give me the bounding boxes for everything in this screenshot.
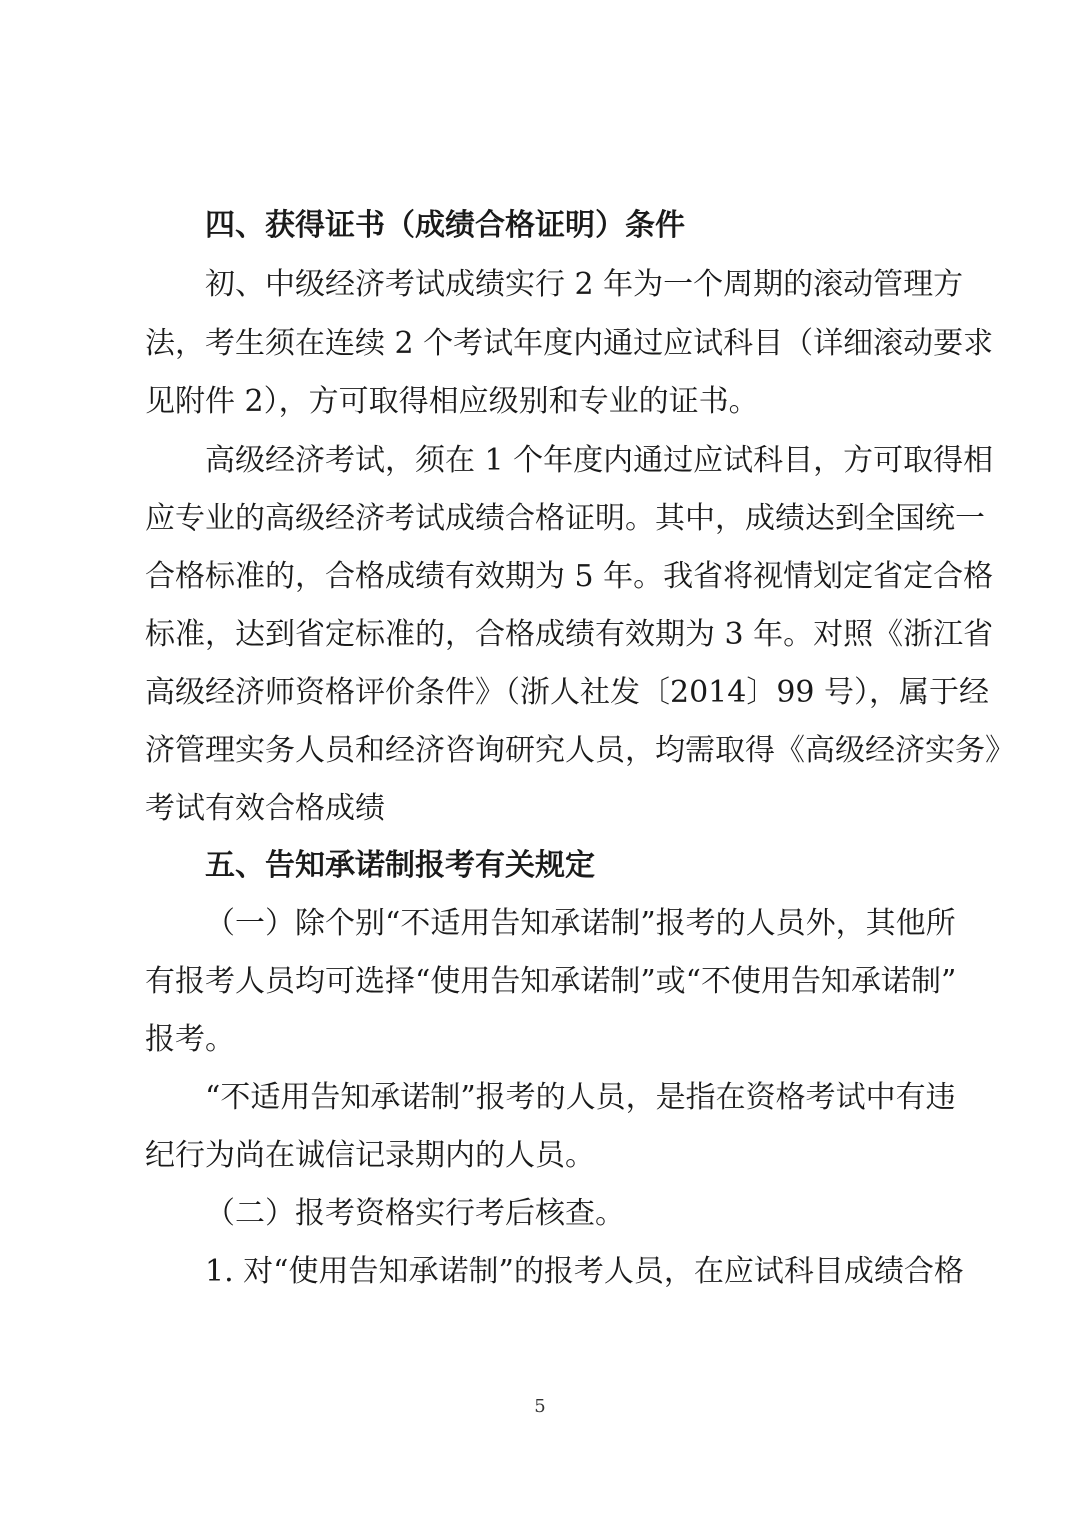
paragraph-line: 应专业的高级经济考试成绩合格证明。其中，成绩达到全国统一 (145, 501, 985, 536)
paragraph-line: 高级经济师资格评价条件》（浙人社发〔2014〕99 号），属于经 (145, 675, 990, 710)
paragraph-line: 纪行为尚在诚信记录期内的人员。 (145, 1138, 595, 1173)
paragraph-line: 法，考生须在连续 2 个考试年度内通过应试科目（详细滚动要求 (145, 326, 994, 361)
paragraph-line: 初、中级经济考试成绩实行 2 年为一个周期的滚动管理方 (205, 267, 964, 302)
paragraph-line: （一）除个别“不适用告知承诺制”报考的人员外，其他所 (205, 906, 956, 941)
paragraph-line: 济管理实务人员和经济咨询研究人员，均需取得《高级经济实务》 (145, 733, 1015, 768)
paragraph-line: 考试有效合格成绩 (145, 791, 385, 826)
paragraph-line: 1. 对“使用告知承诺制”的报考人员，在应试科目成绩合格 (205, 1254, 964, 1289)
paragraph-line: 见附件 2），方可取得相应级别和专业的证书。 (145, 384, 759, 419)
section-heading-4: 四、获得证书（成绩合格证明）条件 (205, 208, 685, 243)
paragraph-line: （二）报考资格实行考后核查。 (205, 1196, 625, 1231)
paragraph-line: 合格标准的，合格成绩有效期为 5 年。我省将视情划定省定合格 (145, 559, 994, 594)
page-number: 5 (534, 1396, 546, 1417)
section-heading-5: 五、告知承诺制报考有关规定 (205, 848, 595, 883)
paragraph-line: 有报考人员均可选择“使用告知承诺制”或“不使用告知承诺制” (145, 964, 957, 999)
paragraph-line: 报考。 (145, 1022, 235, 1057)
paragraph-line: 标准，达到省定标准的，合格成绩有效期为 3 年。对照《浙江省 (145, 617, 994, 652)
paragraph-line: “不适用告知承诺制”报考的人员，是指在资格考试中有违 (205, 1080, 956, 1115)
paragraph-line: 高级经济考试，须在 1 个年度内通过应试科目，方可取得相 (205, 443, 994, 478)
